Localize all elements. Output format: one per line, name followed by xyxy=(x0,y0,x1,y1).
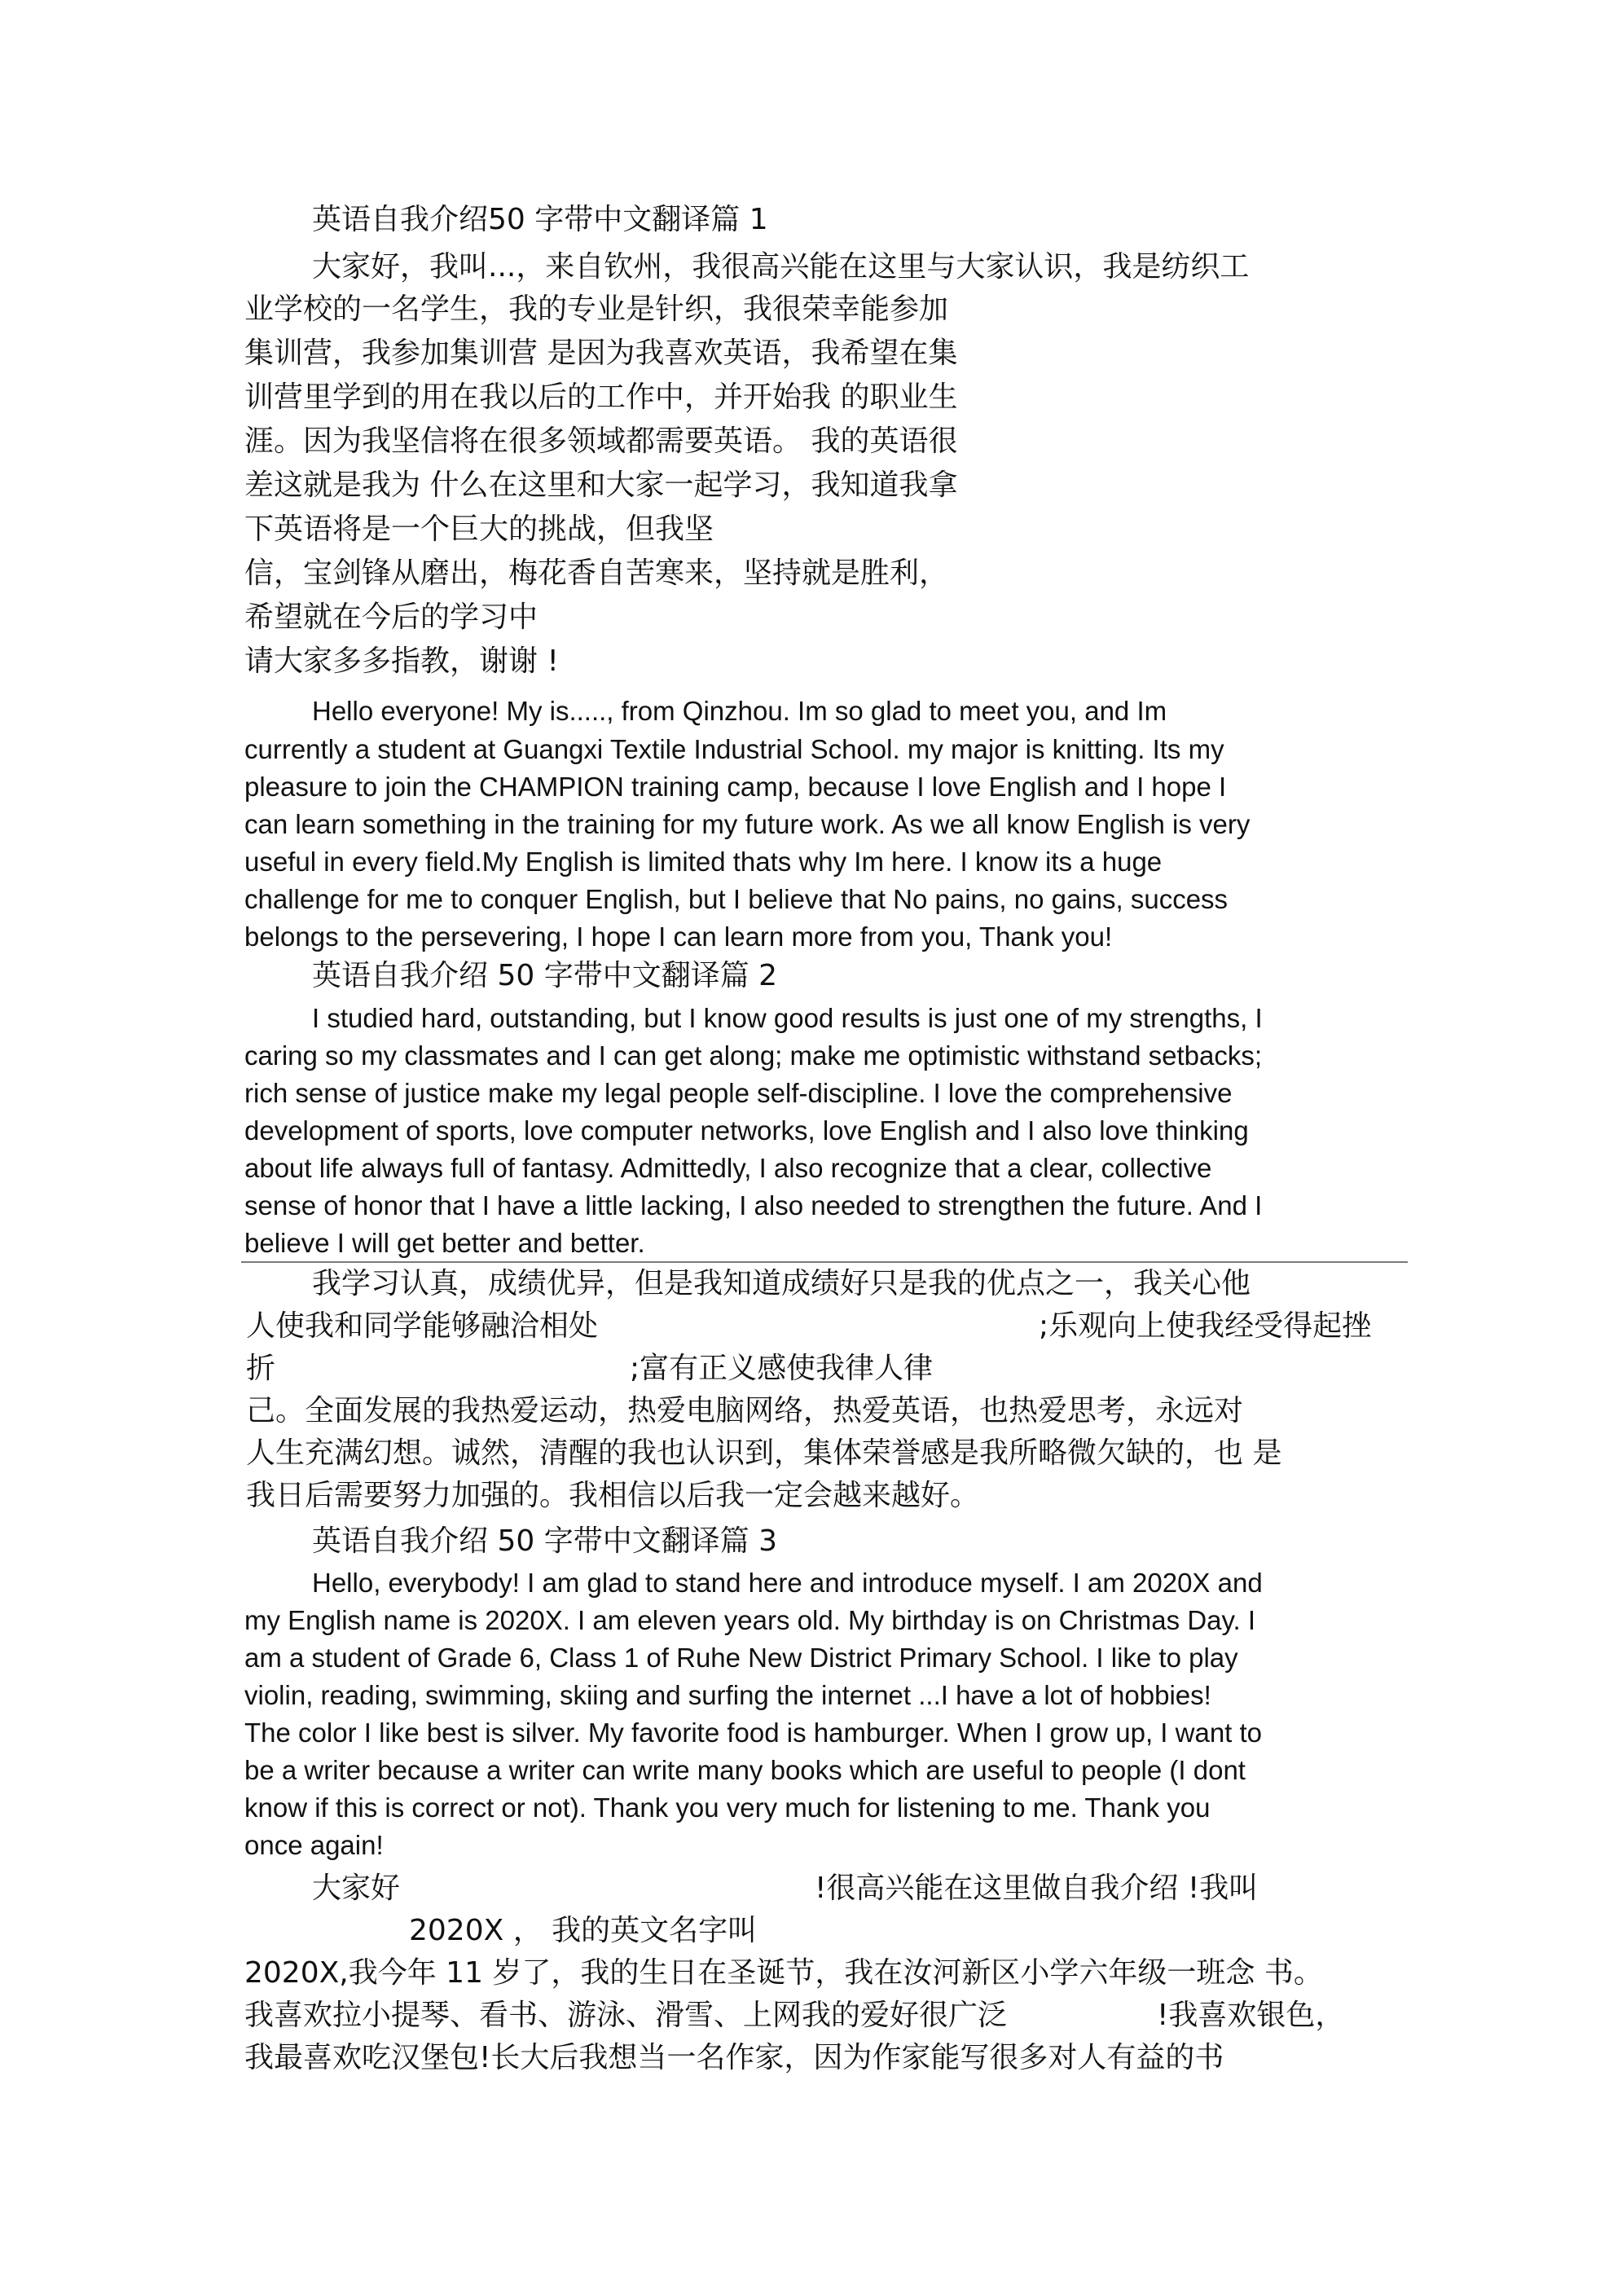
en-line: about life always full of fantasy. Admittedly, I also recognize that a clear, collective xyxy=(244,1153,1212,1183)
zh-line: ;富有正义感使我律人律 xyxy=(630,1352,934,1385)
zh-line: 涯。因为我坚信将在很多领域都需要英语。 我的英语很 xyxy=(244,424,958,458)
zh-line: 2020X,我今年 11 岁了，我的生日在圣诞节，我在汝河新区小学六年级一班念 书。 xyxy=(244,1956,1323,1990)
en-line: development of sports, love computer networks, love English and I also love thinking xyxy=(244,1115,1249,1146)
zh-line: 人生充满幻想。诚然，清醒的我也认识到，集体荣誉感是我所略微欠缺的，也 是 xyxy=(246,1436,1282,1470)
en-line: can learn something in the training for my future work. As we all know English is very xyxy=(244,809,1251,839)
horizontal-rule xyxy=(241,1261,1408,1263)
en-line: currently a student at Guangxi Textile Industrial School. my major is knitting. Its my xyxy=(244,734,1224,764)
en-line: rich sense of justice make my legal people self-discipline. I love the comprehensive xyxy=(244,1078,1233,1108)
zh-line: 请大家多多指教，谢谢 ! xyxy=(244,644,559,678)
zh-line: 信，宝剑锋从磨出，梅花香自苦寒来，坚持就是胜利， xyxy=(244,556,949,590)
en-line: challenge for me to conquer English, but I believe that No pains, no gains, success xyxy=(244,884,1229,914)
zh-line: 我喜欢拉小提琴、看书、游泳、滑雪、上网我的爱好很广泛 xyxy=(244,1999,1008,2032)
section-heading-3: 英语自我介绍 50 字带中文翻译篇 3 xyxy=(312,1524,778,1558)
zh-line: 2020X ， 我的英文名字叫 xyxy=(409,1914,758,1947)
en-line: sense of honor that I have a little lacking, I also needed to strengthen the future. And I xyxy=(244,1190,1263,1221)
zh-line: 大家好 xyxy=(312,1872,401,1905)
en-line: caring so my classmates and I can get along; make me optimistic withstand setbacks; xyxy=(244,1040,1263,1071)
en-line: pleasure to join the CHAMPION training camp, because I love English and I hope I xyxy=(244,772,1227,802)
zh-line: 差这就是我为 什么在这里和大家一起学习，我知道我拿 xyxy=(244,468,958,502)
en-line: belongs to the persevering, I hope I can learn more from you, Thank you! xyxy=(244,921,1113,952)
zh-line: 我学习认真，成绩优异，但是我知道成绩好只是我的优点之一，我关心他 xyxy=(312,1267,1251,1300)
section-heading-1: 英语自我介绍50 字带中文翻译篇 1 xyxy=(312,203,768,236)
zh-line: 己。全面发展的我热爱运动，热爱电脑网络，热爱英语，也热爱思考，永远对 xyxy=(246,1394,1244,1427)
section-heading-2: 英语自我介绍 50 字带中文翻译篇 2 xyxy=(312,959,778,992)
zh-line: 业学校的一名学生，我的专业是针织，我很荣幸能参加 xyxy=(244,292,949,326)
zh-line: 下英语将是一个巨大的挑战，但我坚 xyxy=(244,512,714,546)
zh-line: 我最喜欢吃汉堡包!长大后我想当一名作家，因为作家能写很多对人有益的书 xyxy=(244,2041,1224,2074)
zh-line: 我日后需要努力加强的。我相信以后我一定会越来越好。 xyxy=(246,1479,980,1512)
zh-line: 希望就在今后的学习中 xyxy=(244,600,538,634)
zh-line: 人使我和同学能够融洽相处 xyxy=(246,1309,599,1343)
en-line: useful in every field.My English is limited thats why Im here. I know its a huge xyxy=(244,847,1163,877)
en-line: Hello, everybody! I am glad to stand here and introduce myself. I am 2020X and xyxy=(312,1568,1263,1598)
zh-line: ;乐观向上使我经受得起挫 xyxy=(1039,1309,1372,1343)
en-line: violin, reading, swimming, skiing and surfing the internet ...I have a lot of hobbies! xyxy=(244,1680,1211,1710)
zh-line: !很高兴能在这里做自我介绍 !我叫 xyxy=(815,1872,1259,1905)
en-line: Hello everyone! My is....., from Qinzhou. Im so glad to meet you, and Im xyxy=(312,696,1167,726)
zh-line: 折 xyxy=(246,1352,276,1385)
zh-line: !我喜欢银色， xyxy=(1157,1999,1345,2032)
zh-line: 集训营，我参加集训营 是因为我喜欢英语，我希望在集 xyxy=(244,336,958,370)
en-line: The color I like best is silver. My favorite food is hamburger. When I grow up, I want to xyxy=(244,1718,1263,1748)
zh-line: 训营里学到的用在我以后的工作中，并开始我 的职业生 xyxy=(244,380,958,414)
en-line: be a writer because a writer can write many books which are useful to people (I dont xyxy=(244,1755,1246,1785)
en-line: my English name is 2020X. I am eleven years old. My birthday is on Christmas Day. I xyxy=(244,1605,1256,1635)
zh-line: 大家好，我叫...，来自钦州，我很高兴能在这里与大家认识，我是纺织工 xyxy=(312,250,1250,284)
en-line: I studied hard, outstanding, but I know good results is just one of my strengths, I xyxy=(312,1003,1263,1033)
en-line: once again! xyxy=(244,1830,384,1860)
en-line: know if this is correct or not). Thank you very much for listening to me. Thank you xyxy=(244,1792,1211,1823)
en-line: am a student of Grade 6, Class 1 of Ruhe New District Primary School. I like to play xyxy=(244,1643,1238,1673)
en-line: believe I will get better and better. xyxy=(244,1228,645,1258)
